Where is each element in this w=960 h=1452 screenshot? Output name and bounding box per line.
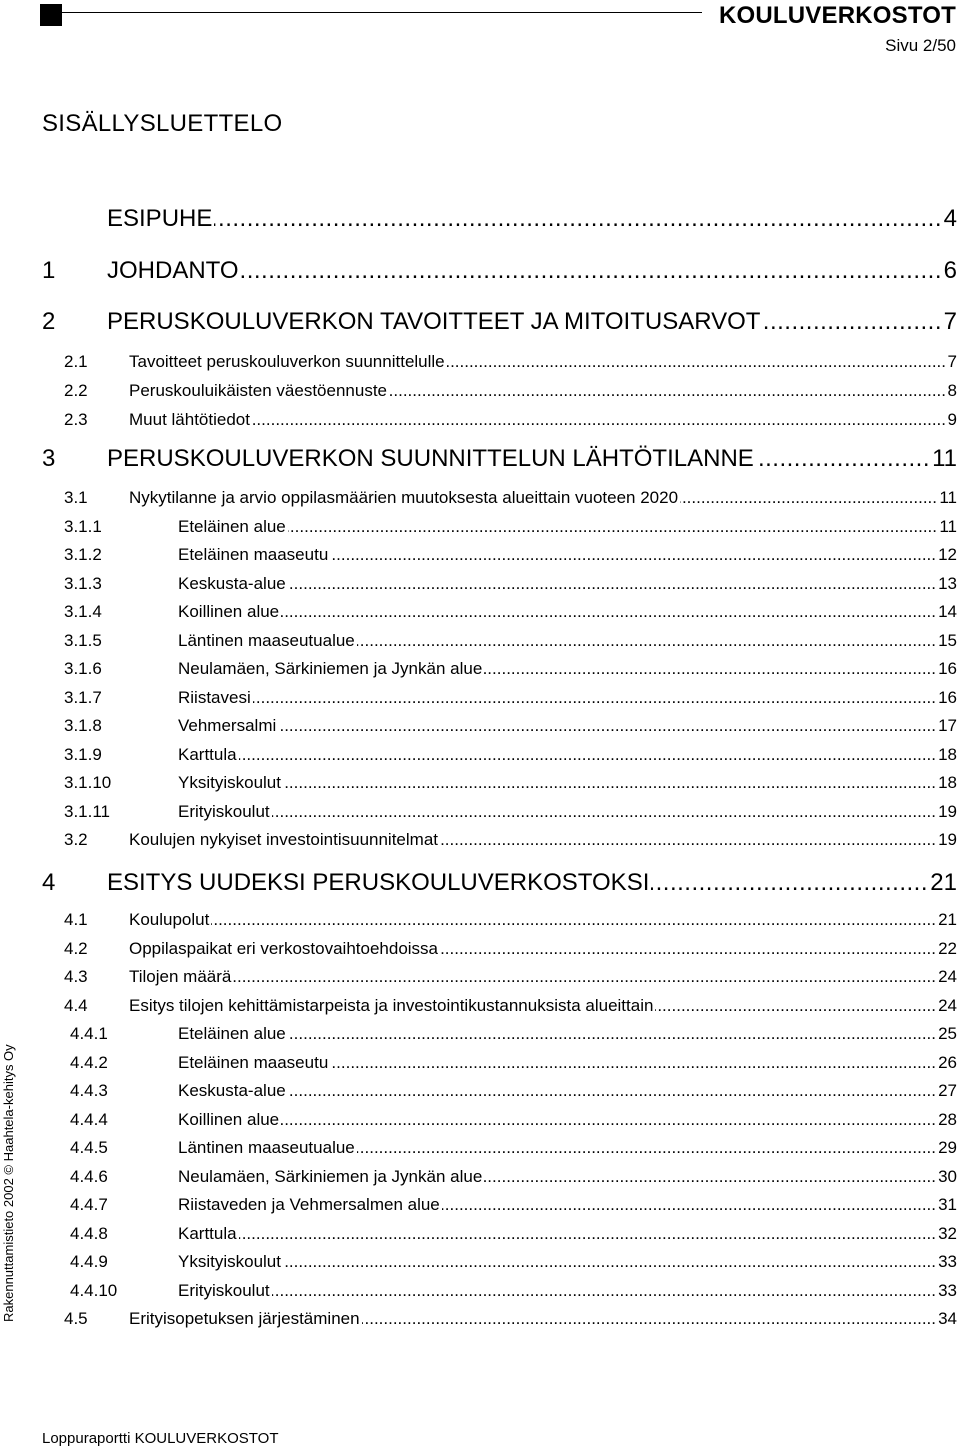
- toc-entry-page: 28: [938, 1110, 957, 1129]
- toc-entry-page: 26: [938, 1053, 957, 1072]
- toc-entry-page: 31: [938, 1195, 957, 1214]
- toc-entry-page: 11: [939, 517, 957, 536]
- toc-entry[interactable]: [0, 257, 960, 287]
- toc-entry-number: 3.1.8: [64, 716, 102, 735]
- toc-entry-number: 3.1.7: [64, 688, 102, 707]
- toc-entry-number: 3.1.4: [64, 602, 102, 621]
- toc-entry-number: 2.2: [64, 381, 88, 400]
- toc-leader-dots: [442, 1195, 936, 1215]
- toc-entry-label: Läntinen maaseutualue: [178, 631, 355, 650]
- toc-entry-number: 4.1: [64, 910, 88, 929]
- toc-entry-label: Karttula: [178, 745, 237, 764]
- toc-leader-dots: [440, 939, 936, 959]
- header-rule: [62, 12, 702, 13]
- toc-heading: SISÄLLYSLUETTELO: [42, 110, 283, 137]
- toc-entry[interactable]: [0, 410, 960, 440]
- toc-entry[interactable]: [0, 996, 960, 1026]
- toc-leader-dots: [440, 830, 936, 850]
- toc-leader-dots: [288, 574, 936, 594]
- toc-entry[interactable]: [0, 545, 960, 575]
- toc-entry-label: Muut lähtötiedot: [129, 410, 250, 429]
- toc-entry-label: Vehmersalmi: [178, 716, 277, 735]
- toc-leader-dots: [272, 1281, 936, 1301]
- toc-entry-number: 2.1: [64, 352, 88, 371]
- toc-entry-number: 4.4.3: [70, 1081, 108, 1100]
- toc-entry[interactable]: [0, 1309, 960, 1339]
- toc-entry[interactable]: [0, 1081, 960, 1111]
- toc-leader-dots: [756, 445, 930, 473]
- toc-leader-dots: [281, 1110, 936, 1130]
- toc-entry-label: Karttula: [178, 1224, 237, 1243]
- toc-entry[interactable]: [0, 1110, 960, 1140]
- toc-entry-label: Koillinen alue: [178, 602, 280, 621]
- toc-entry-label: Yksityiskoulut: [178, 773, 281, 792]
- toc-leader-dots: [288, 517, 937, 537]
- toc-entry-page: 17: [938, 716, 957, 735]
- toc-leader-dots: [278, 716, 936, 736]
- toc-entry[interactable]: [0, 1224, 960, 1254]
- toc-leader-dots: [357, 1138, 936, 1158]
- toc-entry-label: Eteläinen maaseutu: [178, 1053, 329, 1072]
- toc-leader-dots: [233, 967, 936, 987]
- toc-entry-label: Tilojen määrä: [129, 967, 232, 986]
- toc-leader-dots: [283, 1252, 936, 1272]
- toc-entry[interactable]: [0, 716, 960, 746]
- toc-entry-number: 4.5: [64, 1309, 88, 1328]
- toc-entry[interactable]: [0, 1195, 960, 1225]
- toc-entry[interactable]: [0, 1167, 960, 1197]
- toc-entry-page: 18: [938, 745, 957, 764]
- toc-leader-dots: [655, 996, 936, 1016]
- toc-entry-label: Nykytilanne ja arvio oppilasmäärien muutoksesta alueittain vuoteen 2020: [129, 488, 679, 507]
- toc-entry-label: Eteläinen alue: [178, 517, 286, 536]
- toc-entry-number: 3.1.5: [64, 631, 102, 650]
- toc-entry[interactable]: [0, 967, 960, 997]
- toc-entry-number: 3: [42, 445, 56, 472]
- toc-entry-page: 16: [938, 688, 957, 707]
- toc-entry-number: 4.4.6: [70, 1167, 108, 1186]
- toc-entry-number: 3.1.2: [64, 545, 102, 564]
- toc-entry-page: 33: [938, 1252, 957, 1271]
- toc-entry-number: 2: [42, 308, 56, 335]
- toc-entry-label: Peruskouluikäisten väestöennuste: [129, 381, 387, 400]
- toc-entry-label: Erityisopetuksen järjestäminen: [129, 1309, 360, 1328]
- toc-leader-dots: [283, 773, 936, 793]
- toc-entry-label: Neulamäen, Särkiniemen ja Jynkän alue: [178, 1167, 483, 1186]
- toc-entry-number: 3.1.1: [64, 517, 102, 536]
- toc-entry-number: 4.4.8: [70, 1224, 108, 1243]
- toc-entry-page: 9: [947, 410, 957, 429]
- toc-entry-page: 15: [938, 631, 957, 650]
- toc-entry-number: 4.4.4: [70, 1110, 108, 1129]
- toc-entry[interactable]: [0, 939, 960, 969]
- toc-entry-label: PERUSKOULUVERKON TAVOITTEET JA MITOITUSARVOT: [107, 308, 761, 335]
- toc-entry[interactable]: [0, 381, 960, 411]
- toc-entry-page: 33: [938, 1281, 957, 1300]
- toc-entry-page: 14: [938, 602, 957, 621]
- toc-entry-label: Riistavesi: [178, 688, 251, 707]
- header-square-mark: [40, 4, 62, 26]
- toc-entry-number: 4.4.9: [70, 1252, 108, 1271]
- page-number: Sivu 2/50: [885, 36, 956, 55]
- toc-entry-label: Koulujen nykyiset investointisuunnitelmat: [129, 830, 439, 849]
- toc-entry-number: 4.4.1: [70, 1024, 108, 1043]
- toc-entry-number: 3.1.11: [64, 802, 111, 821]
- footer-text: Loppuraportti KOULUVERKOSTOT: [42, 1430, 279, 1447]
- toc-entry[interactable]: [0, 574, 960, 604]
- toc-entry-number: 4.2: [64, 939, 88, 958]
- side-copyright: Rakennuttamistieto 2002 © Haahtela-kehitys Oy: [1, 1044, 16, 1322]
- toc-entry[interactable]: [0, 1138, 960, 1168]
- toc-entry[interactable]: [0, 802, 960, 832]
- toc-entry-page: 6: [943, 257, 957, 284]
- toc-entry-number: 4.4.10: [70, 1281, 118, 1300]
- toc-entry[interactable]: [0, 688, 960, 718]
- toc-leader-dots: [330, 1053, 936, 1073]
- toc-leader-dots: [288, 1081, 936, 1101]
- toc-entry[interactable]: [0, 352, 960, 382]
- toc-entry[interactable]: [0, 308, 960, 338]
- toc-leader-dots: [447, 352, 946, 372]
- toc-leader-dots: [288, 1024, 936, 1044]
- toc-entry-page: 34: [938, 1309, 957, 1328]
- toc-entry-label: Keskusta-alue: [178, 574, 286, 593]
- toc-entry-page: 16: [938, 659, 957, 678]
- toc-entry-label: Läntinen maaseutualue: [178, 1138, 355, 1157]
- toc-entry-page: 11: [932, 445, 957, 472]
- toc-entry-label: Erityiskoulut: [178, 1281, 270, 1300]
- toc-entry[interactable]: [0, 602, 960, 632]
- toc-entry-number: 4: [42, 869, 56, 896]
- toc-leader-dots: [281, 602, 936, 622]
- toc-entry-label: Neulamäen, Särkiniemen ja Jynkän alue: [178, 659, 483, 678]
- toc-leader-dots: [357, 631, 936, 651]
- toc-entry-page: 7: [943, 308, 957, 335]
- toc-leader-dots: [651, 869, 928, 897]
- toc-entry-number: 3.1: [64, 488, 88, 507]
- toc-entry[interactable]: [0, 1252, 960, 1282]
- toc-entry-page: 24: [938, 967, 957, 986]
- toc-entry-label: Yksityiskoulut: [178, 1252, 281, 1271]
- toc-entry-label: Oppilaspaikat eri verkostovaihtoehdoissa: [129, 939, 439, 958]
- toc-leader-dots: [214, 205, 942, 233]
- toc-entry-page: 30: [938, 1167, 957, 1186]
- toc-entry-page: 21: [930, 869, 957, 896]
- toc-entry-number: 2.3: [64, 410, 88, 429]
- toc-entry-number: 4.4: [64, 996, 88, 1015]
- toc-entry[interactable]: [0, 830, 960, 860]
- toc-leader-dots: [762, 308, 942, 336]
- toc-entry-number: 1: [42, 257, 56, 284]
- toc-entry[interactable]: [0, 773, 960, 803]
- toc-entry-number: 4.4.5: [70, 1138, 108, 1157]
- toc-entry[interactable]: [0, 488, 960, 518]
- toc-entry-label: Koillinen alue: [178, 1110, 280, 1129]
- toc-entry-number: 4.4.2: [70, 1053, 108, 1072]
- toc-entry-label: Esitys tilojen kehittämistarpeista ja investointikustannuksista alueittain: [129, 996, 654, 1015]
- toc-entry[interactable]: [0, 1281, 960, 1311]
- toc-entry-number: 4.4.7: [70, 1195, 108, 1214]
- toc-entry-page: 19: [938, 830, 957, 849]
- toc-entry-label: Koulupolut: [129, 910, 210, 929]
- toc-entry-number: 3.2: [64, 830, 88, 849]
- toc-leader-dots: [389, 381, 946, 401]
- toc-entry-page: 4: [943, 205, 957, 232]
- toc-entry-label: Riistaveden ja Vehmersalmen alue: [178, 1195, 440, 1214]
- toc-entry-number: 3.1.9: [64, 745, 102, 764]
- toc-leader-dots: [239, 745, 936, 765]
- toc-leader-dots: [362, 1309, 936, 1329]
- toc-leader-dots: [680, 488, 937, 508]
- toc-entry-label: ESITYS UUDEKSI PERUSKOULUVERKOSTOKSI: [107, 869, 650, 896]
- toc-entry[interactable]: [0, 659, 960, 689]
- document-title: KOULUVERKOSTOT: [718, 2, 956, 29]
- toc-entry-page: 29: [938, 1138, 957, 1157]
- toc-entry-label: Erityiskoulut: [178, 802, 270, 821]
- toc-entry-label: Keskusta-alue: [178, 1081, 286, 1100]
- toc-entry[interactable]: [0, 205, 960, 235]
- toc-entry-page: 13: [938, 574, 957, 593]
- toc-entry-page: 12: [938, 545, 957, 564]
- toc-entry-number: 3.1.10: [64, 773, 112, 792]
- toc-leader-dots: [239, 1224, 936, 1244]
- toc-leader-dots: [330, 545, 936, 565]
- toc-entry-label: Eteläinen alue: [178, 1024, 286, 1043]
- toc-entry-page: 8: [947, 381, 957, 400]
- toc-leader-dots: [253, 688, 936, 708]
- toc-entry-page: 19: [938, 802, 957, 821]
- toc-entry[interactable]: [0, 517, 960, 547]
- toc-entry[interactable]: [0, 745, 960, 775]
- toc-entry[interactable]: [0, 1024, 960, 1054]
- toc-entry-page: 11: [939, 488, 957, 507]
- toc-entry[interactable]: [0, 869, 960, 899]
- toc-entry-page: 24: [938, 996, 957, 1015]
- toc-entry-page: 21: [938, 910, 957, 929]
- toc-entry[interactable]: [0, 1053, 960, 1083]
- toc-entry-label: PERUSKOULUVERKON SUUNNITTELUN LÄHTÖTILANNE: [107, 445, 754, 472]
- toc-entry-label: ESIPUHE: [107, 205, 213, 232]
- toc-entry-label: Eteläinen maaseutu: [178, 545, 329, 564]
- toc-leader-dots: [484, 659, 936, 679]
- toc-entry-number: 3.1.3: [64, 574, 102, 593]
- toc-leader-dots: [241, 257, 942, 285]
- toc-entry-number: 4.3: [64, 967, 88, 986]
- toc-entry-page: 32: [938, 1224, 957, 1243]
- toc-entry[interactable]: [0, 910, 960, 940]
- toc-entry-number: 3.1.6: [64, 659, 102, 678]
- toc-entry-label: JOHDANTO: [107, 257, 239, 284]
- toc-entry-page: 25: [938, 1024, 957, 1043]
- toc-entry[interactable]: [0, 445, 960, 475]
- toc-entry-page: 22: [938, 939, 957, 958]
- toc-leader-dots: [211, 910, 936, 930]
- toc-entry-label: Tavoitteet peruskouluverkon suunnittelulle: [129, 352, 445, 371]
- toc-entry-page: 7: [947, 352, 957, 371]
- toc-leader-dots: [272, 802, 936, 822]
- toc-entry[interactable]: [0, 631, 960, 661]
- toc-entry-page: 27: [938, 1081, 957, 1100]
- toc-leader-dots: [484, 1167, 936, 1187]
- toc-entry-page: 18: [938, 773, 957, 792]
- toc-leader-dots: [252, 410, 946, 430]
